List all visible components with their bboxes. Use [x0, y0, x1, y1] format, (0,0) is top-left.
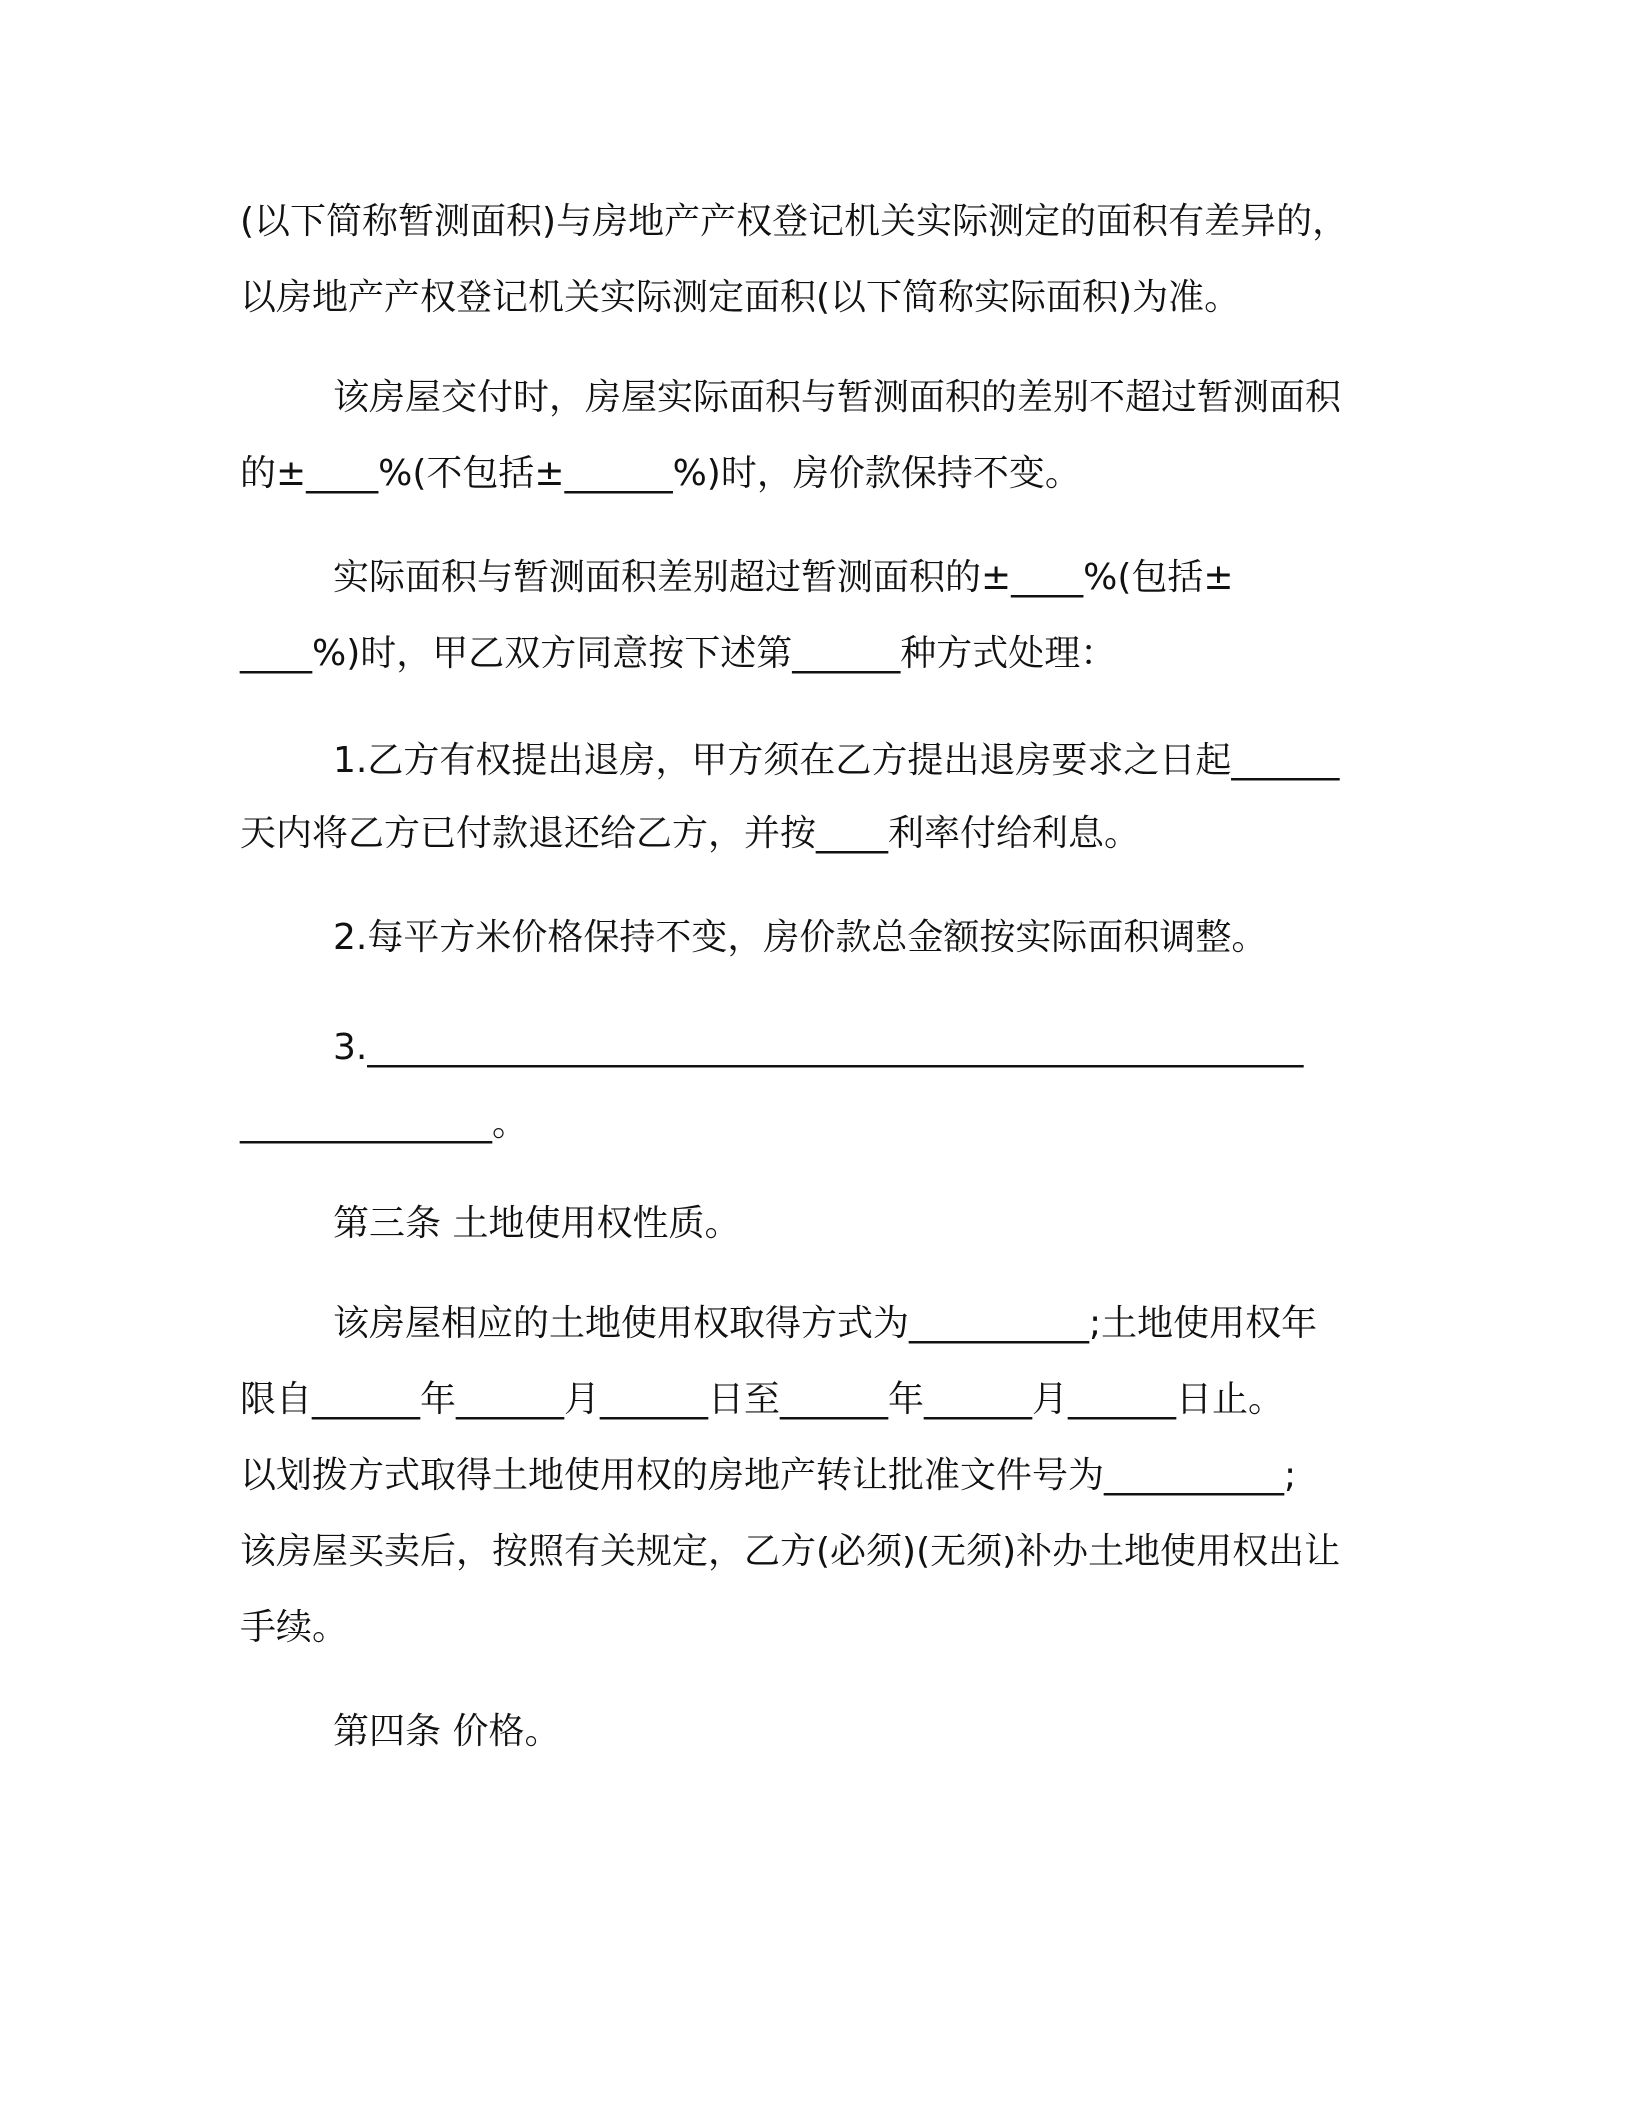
paragraph-line: 以房地产产权登记机关实际测定面积(以下简称实际面积)为准。	[240, 277, 1241, 318]
paragraph-line: ______________。	[240, 1103, 528, 1144]
paragraph-line: (以下简称暂测面积)与房地产产权登记机关实际测定的面积有差异的，	[240, 201, 1349, 242]
paragraph-line: ____%)时，甲乙双方同意按下述第______种方式处理：	[240, 633, 1117, 674]
paragraph-line: 手续。	[240, 1607, 349, 1648]
paragraph-line: 该房屋交付时，房屋实际面积与暂测面积的差别不超过暂测面积	[333, 377, 1342, 418]
paragraph-line: 2.每平方米价格保持不变，房价款总金额按实际面积调整。	[333, 917, 1268, 958]
paragraph-line: 3.____________________________________________________	[333, 1027, 1304, 1068]
paragraph-line: 的±____%(不包括±______%)时，房价款保持不变。	[240, 453, 1081, 494]
section-heading: 第四条 价格。	[333, 1711, 561, 1752]
paragraph-line: 该房屋相应的土地使用权取得方式为__________;土地使用权年	[333, 1303, 1318, 1344]
section-heading: 第三条 土地使用权性质。	[333, 1203, 741, 1244]
paragraph-line: 1.乙方有权提出退房，甲方须在乙方提出退房要求之日起______	[333, 740, 1340, 781]
paragraph-line: 天内将乙方已付款退还给乙方，并按____利率付给利息。	[240, 813, 1141, 854]
paragraph-line: 以划拨方式取得土地使用权的房地产转让批准文件号为__________;	[240, 1455, 1297, 1496]
paragraph-line: 实际面积与暂测面积差别超过暂测面积的±____%(包括±	[333, 557, 1234, 598]
paragraph-line: 限自______年______月______日至______年______月______日止。	[240, 1379, 1284, 1420]
paragraph-line: 该房屋买卖后，按照有关规定，乙方(必须)(无须)补办土地使用权出让	[240, 1531, 1341, 1572]
